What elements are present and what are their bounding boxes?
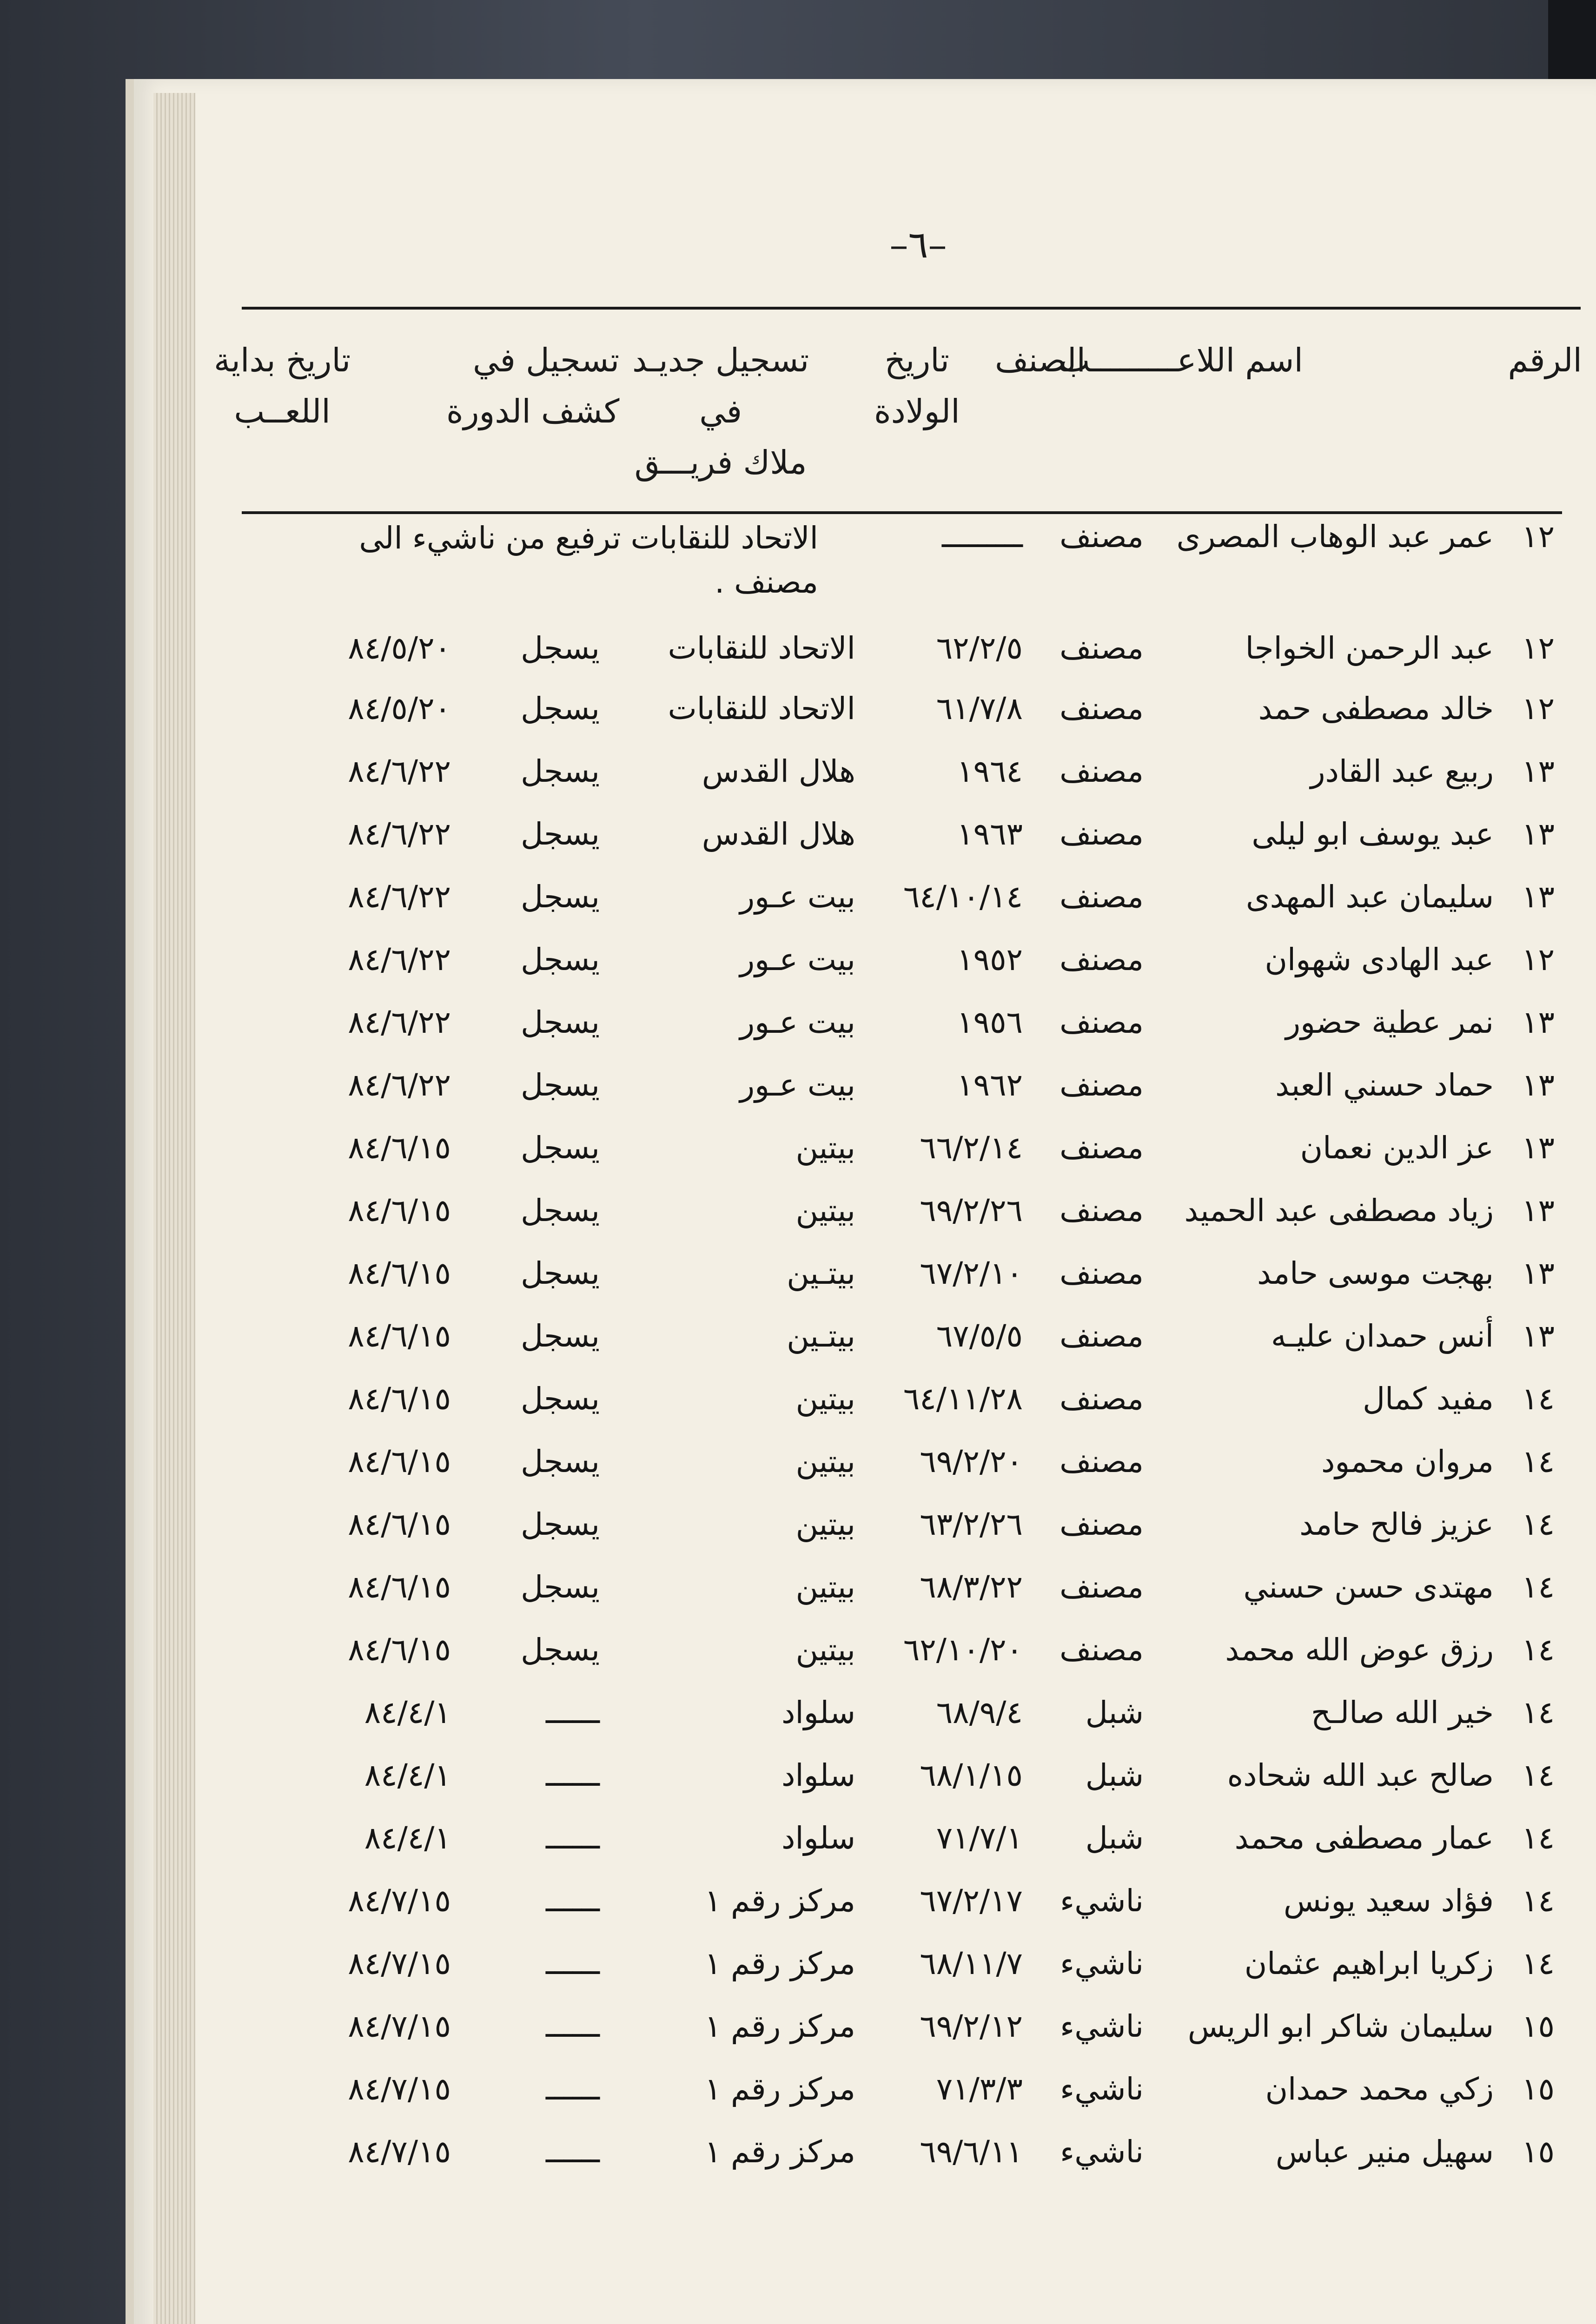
cell-reg: ــــــ xyxy=(545,1757,600,1793)
cell-name: حماد حسني العبد xyxy=(1275,1067,1494,1103)
cell-birth: ٦٩/٢/١٢ xyxy=(920,2008,1023,2044)
cell-num: ١٣ xyxy=(1522,753,1555,789)
cell-name: مفيد كمال xyxy=(1363,1381,1494,1417)
cell-club: مركز رقم ١ xyxy=(704,2071,855,2107)
cell-name: سليمان شاكر ابو الريس xyxy=(1187,2008,1494,2044)
cell-date: ٨٤/٦/١٥ xyxy=(348,1506,451,1542)
cell-reg: ــــــ xyxy=(545,1820,600,1856)
cell-num: ١٤ xyxy=(1522,1381,1555,1417)
cell-club: بيت عـور xyxy=(740,879,855,915)
cell-birth: ٦٦/٢/١٤ xyxy=(920,1130,1023,1166)
cell-club: سلواد xyxy=(781,1820,855,1856)
header-class: الصنف xyxy=(995,341,1086,379)
cell-num: ١٤ xyxy=(1522,1506,1555,1542)
cell-birth: ١٩٥٢ xyxy=(957,942,1023,977)
cell-birth: ٦٨/٩/٤ xyxy=(936,1695,1023,1730)
cell-birth: ١٩٦٤ xyxy=(957,753,1023,789)
cell-club: هلال القدس xyxy=(702,753,855,789)
cell-club: الاتحاد للنقابات xyxy=(668,630,855,666)
cell-birth: ٧١/٣/٣ xyxy=(936,2071,1023,2107)
cell-date: ٨٤/٤/١ xyxy=(364,1757,451,1793)
cell-club: مركز رقم ١ xyxy=(704,1883,855,1919)
table-row xyxy=(0,813,1596,883)
cell-name: صالح عبد الله شحاده xyxy=(1227,1757,1494,1793)
cell-class: مصنف xyxy=(1060,1130,1144,1166)
cell-name: رزق عوض الله محمد xyxy=(1225,1632,1494,1668)
cell-num: ١٣ xyxy=(1522,1004,1555,1040)
cell-name: خالد مصطفى حمد xyxy=(1258,691,1494,726)
cell-date: ٨٤/٦/٢٢ xyxy=(348,879,451,915)
table-row xyxy=(0,1002,1596,1071)
header-new-reg xyxy=(632,335,809,488)
table-row xyxy=(0,688,1596,758)
cell-class: مصنف xyxy=(1060,630,1144,666)
cell-birth: ٦٧/٢/١٠ xyxy=(920,1255,1023,1291)
table-row xyxy=(0,2068,1596,2138)
cell-class: ناشيء xyxy=(1060,2071,1144,2107)
header-start-line2: اللعــب xyxy=(234,392,331,430)
cell-club: بيتين xyxy=(795,1569,855,1605)
cell-date: ٨٤/٦/١٥ xyxy=(348,1318,451,1354)
cell-name: مهتدى حسن حسني xyxy=(1243,1569,1494,1605)
cell-name: عبد يوسف ابو ليلى xyxy=(1252,816,1494,852)
cell-name: فؤاد سعيد يونس xyxy=(1283,1883,1494,1919)
cell-num: ١٣ xyxy=(1522,879,1555,915)
table-row xyxy=(0,1127,1596,1197)
table-row xyxy=(0,1880,1596,1950)
cell-reg: يسجل xyxy=(521,1255,600,1291)
table-row xyxy=(0,1943,1596,2013)
cell-club: بيت عـور xyxy=(740,1004,855,1040)
cell-birth: ١٩٦٢ xyxy=(957,1067,1023,1103)
cell-reg: ــــــ xyxy=(545,2134,600,2170)
cell-club: بيتين xyxy=(795,1444,855,1479)
cell-num: ١٢ xyxy=(1522,691,1555,726)
page-number: –٦– xyxy=(889,223,947,266)
cell-reg: يسجل xyxy=(521,630,600,666)
cell-date: ٨٤/٦/١٥ xyxy=(348,1381,451,1417)
cell-num: ١٤ xyxy=(1522,1569,1555,1605)
cell-class: مصنف xyxy=(1060,816,1144,852)
cell-birth: ٦٩/٢/٢٦ xyxy=(920,1193,1023,1228)
cell-num: ١٤ xyxy=(1522,1444,1555,1479)
cell-name: نمر عطية حضور xyxy=(1285,1004,1494,1040)
cell-class: شبل xyxy=(1085,1695,1144,1730)
cell-birth: ٦٨/٣/٢٢ xyxy=(920,1569,1023,1605)
cell-num: ١٣ xyxy=(1522,1318,1555,1354)
cell-birth: ٦٧/٢/١٧ xyxy=(920,1883,1023,1919)
table-row xyxy=(0,2006,1596,2075)
cell-num: ١٤ xyxy=(1522,1757,1555,1793)
cell-class: شبل xyxy=(1085,1757,1144,1793)
cell-num: ١٢ xyxy=(1522,519,1555,555)
cell-class: مصنف xyxy=(1060,1255,1144,1291)
cell-class: مصنف xyxy=(1060,1632,1144,1668)
cell-reg: يسجل xyxy=(521,1632,600,1668)
cell-birth: ١٩٦٣ xyxy=(957,816,1023,852)
cell-birth: ٦٢/١٠/٢٠ xyxy=(903,1632,1023,1668)
cell-date: ٨٤/٦/٢٢ xyxy=(348,753,451,789)
cell-reg: يسجل xyxy=(521,816,600,852)
cell-date: ٨٤/٥/٢٠ xyxy=(348,630,451,666)
cell-name: عبد الهادى شهوان xyxy=(1265,942,1494,977)
cell-class: مصنف xyxy=(1060,1506,1144,1542)
cell-name: عز الدين نعمان xyxy=(1300,1130,1494,1166)
cell-reg: يسجل xyxy=(521,879,600,915)
table-row xyxy=(0,876,1596,946)
cell-birth: ٦٨/١/١٥ xyxy=(920,1757,1023,1793)
cell-club: مركز رقم ١ xyxy=(704,2008,855,2044)
cell-class: مصنف xyxy=(1060,1318,1144,1354)
cell-class: مصنف xyxy=(1060,942,1144,977)
cell-class: مصنف xyxy=(1060,1004,1144,1040)
cell-birth: ـــــــــ xyxy=(941,519,1023,555)
cell-date: ٨٤/٧/١٥ xyxy=(348,1946,451,1981)
cell-birth: ٦٤/١١/٢٨ xyxy=(903,1381,1023,1417)
cell-date: ٨٤/٦/٢٢ xyxy=(348,816,451,852)
cell-num: ١٣ xyxy=(1522,1255,1555,1291)
header-num: الرقم xyxy=(1508,341,1582,379)
cell-class: شبل xyxy=(1085,1820,1144,1856)
cell-name: خير الله صالـح xyxy=(1311,1695,1494,1730)
table-row xyxy=(0,627,1596,697)
cell-name: زكريا ابراهيم عثمان xyxy=(1244,1946,1494,1981)
cell-date: ٨٤/٦/١٥ xyxy=(348,1130,451,1166)
cell-reg: ــــــ xyxy=(545,2008,600,2044)
cell-name: عمار مصطفى محمد xyxy=(1234,1820,1494,1856)
cell-num: ١٤ xyxy=(1522,1883,1555,1919)
cell-reg: يسجل xyxy=(521,1318,600,1354)
table-row xyxy=(0,1378,1596,1448)
cell-reg: يسجل xyxy=(521,1506,600,1542)
cell-num: ١٣ xyxy=(1522,1067,1555,1103)
cell-num: ١٥ xyxy=(1522,2008,1555,2044)
cell-reg: ــــــ xyxy=(545,1946,600,1981)
header-start-line1: تاريخ بداية xyxy=(214,341,351,379)
cell-date: ٨٤/٦/١٥ xyxy=(348,1255,451,1291)
table-row xyxy=(0,1441,1596,1511)
cell-reg: ــــــ xyxy=(545,2071,600,2107)
cell-name: زكي محمد حمدان xyxy=(1265,2071,1494,2107)
cell-club: بيتين xyxy=(795,1193,855,1228)
cell-date: ٨٤/٦/١٥ xyxy=(348,1193,451,1228)
cell-num: ١٣ xyxy=(1522,816,1555,852)
cell-date: ٨٤/٥/٢٠ xyxy=(348,691,451,726)
cell-class: ناشيء xyxy=(1060,2134,1144,2170)
cell-club: الاتحاد للنقابات xyxy=(668,691,855,726)
table-row xyxy=(0,939,1596,1009)
cell-reg: يسجل xyxy=(521,1569,600,1605)
cell-class: ناشيء xyxy=(1060,1946,1144,1981)
table-row xyxy=(0,1064,1596,1134)
cell-date: ٨٤/٧/١٥ xyxy=(348,2071,451,2107)
cell-reg: ــــــ xyxy=(545,1883,600,1919)
table-row xyxy=(0,751,1596,820)
cell-class: ناشيء xyxy=(1060,1883,1144,1919)
cell-date: ٨٤/٦/٢٢ xyxy=(348,942,451,977)
cell-num: ١٤ xyxy=(1522,1695,1555,1730)
table-row xyxy=(0,516,1596,600)
table-row xyxy=(0,1629,1596,1699)
cell-reg: يسجل xyxy=(521,753,600,789)
cell-name: مروان محمود xyxy=(1321,1444,1494,1479)
cell-name: عمر عبد الوهاب المصرى xyxy=(1176,519,1494,555)
cell-club: بيتـين xyxy=(787,1318,855,1354)
cell-name: سهيل منير عباس xyxy=(1275,2134,1494,2170)
cell-club: بيتين xyxy=(795,1130,855,1166)
cell-reg: يسجل xyxy=(521,942,600,977)
cell-note: الاتحاد للنقابات ترفيع من ناشيء الى مصنف . xyxy=(359,520,818,600)
header-birth-line2: الولادة xyxy=(874,392,960,430)
cell-date: ٨٤/٦/١٥ xyxy=(348,1632,451,1668)
cell-name: سليمان عبد المهدى xyxy=(1245,879,1494,915)
cell-birth: ٦٣/٢/٢٦ xyxy=(920,1506,1023,1542)
cell-class: مصنف xyxy=(1060,879,1144,915)
cell-num: ١٤ xyxy=(1522,1820,1555,1856)
cell-birth: ١٩٥٦ xyxy=(957,1004,1023,1040)
table-row xyxy=(0,1566,1596,1636)
cell-birth: ٦٩/٦/١١ xyxy=(920,2134,1023,2170)
cell-club: بيت عـور xyxy=(740,942,855,977)
cell-reg: يسجل xyxy=(521,1444,600,1479)
cell-num: ١٤ xyxy=(1522,1946,1555,1981)
cell-reg: يسجل xyxy=(521,691,600,726)
cell-reg: يسجل xyxy=(521,1130,600,1166)
header-new-reg-line3: ملاك فريـــق xyxy=(634,443,807,482)
cell-reg: يسجل xyxy=(521,1067,600,1103)
cell-class: مصنف xyxy=(1060,519,1144,555)
cell-date: ٨٤/٧/١٥ xyxy=(348,1883,451,1919)
header-bottom-rule xyxy=(242,511,1562,514)
cell-birth: ٦٨/١١/٧ xyxy=(920,1946,1023,1981)
cell-class: مصنف xyxy=(1060,1381,1144,1417)
header-start xyxy=(214,335,351,437)
header-name: اسم اللاعـــــــــب xyxy=(1059,341,1303,379)
cell-date: ٨٤/٧/١٥ xyxy=(348,2008,451,2044)
header-top-rule xyxy=(242,307,1581,310)
cell-num: ١٥ xyxy=(1522,2134,1555,2170)
table-row xyxy=(0,1504,1596,1573)
cell-birth: ٦٤/١٠/١٤ xyxy=(903,879,1023,915)
cell-date: ٨٤/٧/١٥ xyxy=(348,2134,451,2170)
cell-num: ١٣ xyxy=(1522,1130,1555,1166)
table-row xyxy=(0,1817,1596,1887)
cell-name: بهجت موسى حامد xyxy=(1257,1255,1494,1291)
cell-num: ١٤ xyxy=(1522,1632,1555,1668)
cell-num: ١٢ xyxy=(1522,942,1555,977)
cell-date: ٨٤/٤/١ xyxy=(364,1695,451,1730)
cell-reg: يسجل xyxy=(521,1381,600,1417)
header-new-reg-line1: تسجيل جديـد xyxy=(632,341,809,379)
cell-name: عبد الرحمن الخواجا xyxy=(1245,630,1494,666)
cell-date: ٨٤/٦/١٥ xyxy=(348,1444,451,1479)
cell-name: عزيز فالح حامد xyxy=(1299,1506,1494,1542)
table-row xyxy=(0,1253,1596,1322)
cell-num: ١٥ xyxy=(1522,2071,1555,2107)
cell-club: سلواد xyxy=(781,1695,855,1730)
cell-class: مصنف xyxy=(1060,1067,1144,1103)
header-birth xyxy=(874,335,960,437)
cell-name: ربيع عبد القادر xyxy=(1310,753,1494,789)
cell-reg: ــــــ xyxy=(545,1695,600,1730)
cell-club: سلواد xyxy=(781,1757,855,1793)
cell-date: ٨٤/٤/١ xyxy=(364,1820,451,1856)
table-row xyxy=(0,2131,1596,2201)
cell-club: هلال القدس xyxy=(702,816,855,852)
cell-class: مصنف xyxy=(1060,753,1144,789)
cell-class: مصنف xyxy=(1060,1569,1144,1605)
cell-class: مصنف xyxy=(1060,1444,1144,1479)
header-birth-line1: تاريخ xyxy=(884,341,949,379)
cell-club: مركز رقم ١ xyxy=(704,1946,855,1981)
cell-club: بيتين xyxy=(795,1506,855,1542)
cell-club: بيتين xyxy=(795,1381,855,1417)
cell-club: بيت عـور xyxy=(740,1067,855,1103)
cell-name: أنس حمدان عليـه xyxy=(1271,1318,1494,1354)
header-reg xyxy=(446,335,619,437)
cell-birth: ٦٩/٢/٢٠ xyxy=(920,1444,1023,1479)
table-row xyxy=(0,1190,1596,1260)
cell-birth: ٦٢/٢/٥ xyxy=(936,630,1023,666)
cell-birth: ٦٧/٥/٥ xyxy=(936,1318,1023,1354)
cell-reg: يسجل xyxy=(521,1193,600,1228)
header-reg-line2: كشف الدورة xyxy=(446,392,620,430)
cell-date: ٨٤/٦/٢٢ xyxy=(348,1067,451,1103)
cell-birth: ٦١/٧/٨ xyxy=(936,691,1023,726)
cell-birth: ٧١/٧/١ xyxy=(936,1820,1023,1856)
cell-num: ١٣ xyxy=(1522,1193,1555,1228)
cell-date: ٨٤/٦/١٥ xyxy=(348,1569,451,1605)
cell-club: بيتـين xyxy=(787,1255,855,1291)
table-row xyxy=(0,1315,1596,1385)
table-row xyxy=(0,1755,1596,1824)
cell-club: مركز رقم ١ xyxy=(704,2134,855,2170)
cell-reg: يسجل xyxy=(521,1004,600,1040)
cell-class: مصنف xyxy=(1060,1193,1144,1228)
cell-class: ناشيء xyxy=(1060,2008,1144,2044)
cell-date: ٨٤/٦/٢٢ xyxy=(348,1004,451,1040)
cell-class: مصنف xyxy=(1060,691,1144,726)
cell-name: زياد مصطفى عبد الحميد xyxy=(1184,1193,1494,1228)
header-new-reg-line2: في xyxy=(699,392,742,430)
cell-num: ١٢ xyxy=(1522,630,1555,666)
header-reg-line1: تسجيل في xyxy=(472,341,620,379)
cell-club: بيتين xyxy=(795,1632,855,1668)
table-row xyxy=(0,1692,1596,1762)
